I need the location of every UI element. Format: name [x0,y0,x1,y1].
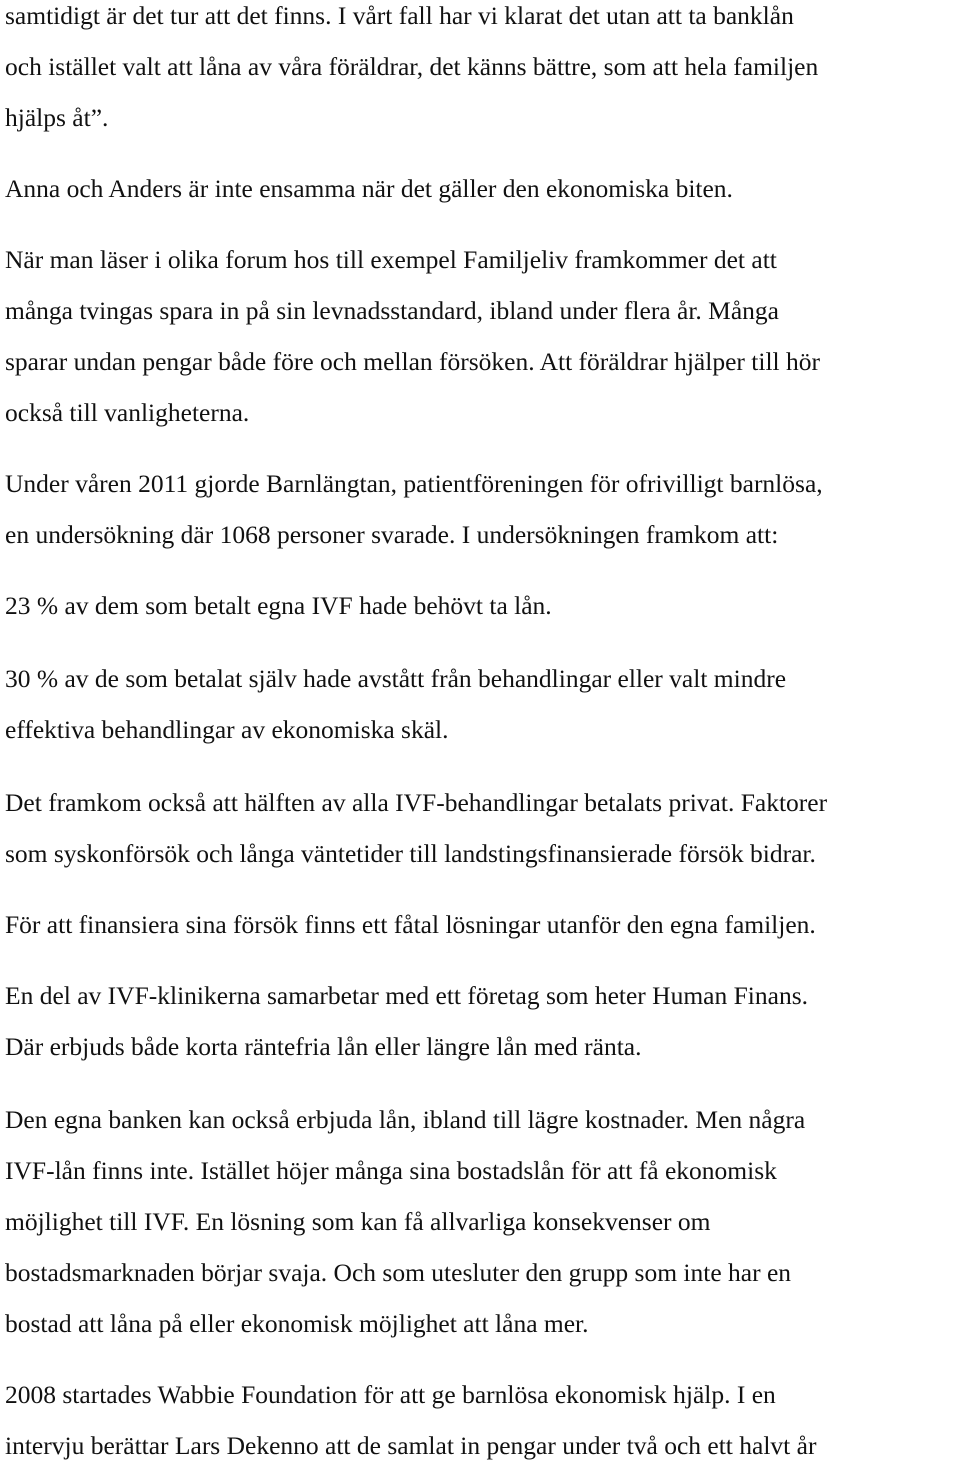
text-line: En del av IVF-klinikerna samarbetar med ett företag som heter Human Finans. [5,981,809,1010]
text-line: en undersökning där 1068 personer svarade. I undersökningen framkom att: [5,520,779,549]
text-line: Anna och Anders är inte ensamma när det gäller den ekonomiska biten. [5,174,733,203]
text-line: möjlighet till IVF. En lösning som kan få allvarliga konsekvenser om [5,1207,711,1236]
text-line: och istället valt att låna av våra föräldrar, det känns bättre, som att hela familjen [5,52,819,81]
text-line: För att finansiera sina försök finns ett fåtal lösningar utanför den egna familjen. [5,910,816,939]
text-line: många tvingas spara in på sin levnadsstandard, ibland under flera år. Många [5,296,779,325]
text-line: hjälps åt”. [5,103,109,132]
text-line: Det framkom också att hälften av alla IVF-behandlingar betalats privat. Faktorer [5,788,828,817]
text-line: bostadsmarknaden börjar svaja. Och som utesluter den grupp som inte har en [5,1258,792,1287]
text-line: som syskonförsök och långa väntetider till landstingsfinansierade försök bidrar. [5,839,816,868]
text-line: effektiva behandlingar av ekonomiska skäl. [5,715,449,744]
text-line: Där erbjuds både korta räntefria lån eller längre lån med ränta. [5,1032,642,1061]
text-line: sparar undan pengar både före och mellan försöken. Att föräldrar hjälper till hör [5,347,820,376]
text-line: 2008 startades Wabbie Foundation för att ge barnlösa ekonomisk hjälp. I en [5,1380,776,1409]
text-line: intervju berättar Lars Dekenno att de samlat in pengar under två och ett halvt år [5,1431,817,1460]
text-line: IVF-lån finns inte. Istället höjer många sina bostadslån för att få ekonomisk [5,1156,777,1185]
text-line: också till vanligheterna. [5,398,250,427]
text-line: Under våren 2011 gjorde Barnlängtan, patientföreningen för ofrivilligt barnlösa, [5,469,823,498]
text-line: bostad att låna på eller ekonomisk möjlighet att låna mer. [5,1309,589,1338]
text-line: Den egna banken kan också erbjuda lån, ibland till lägre kostnader. Men några [5,1105,806,1134]
text-line: 30 % av de som betalat själv hade avstått från behandlingar eller valt mindre [5,664,787,693]
text-line: 23 % av dem som betalt egna IVF hade behövt ta lån. [5,591,552,620]
text-line: samtidigt är det tur att det finns. I vårt fall har vi klarat det utan att ta banklån [5,1,794,30]
text-line: När man läser i olika forum hos till exempel Familjeliv framkommer det att [5,245,777,274]
